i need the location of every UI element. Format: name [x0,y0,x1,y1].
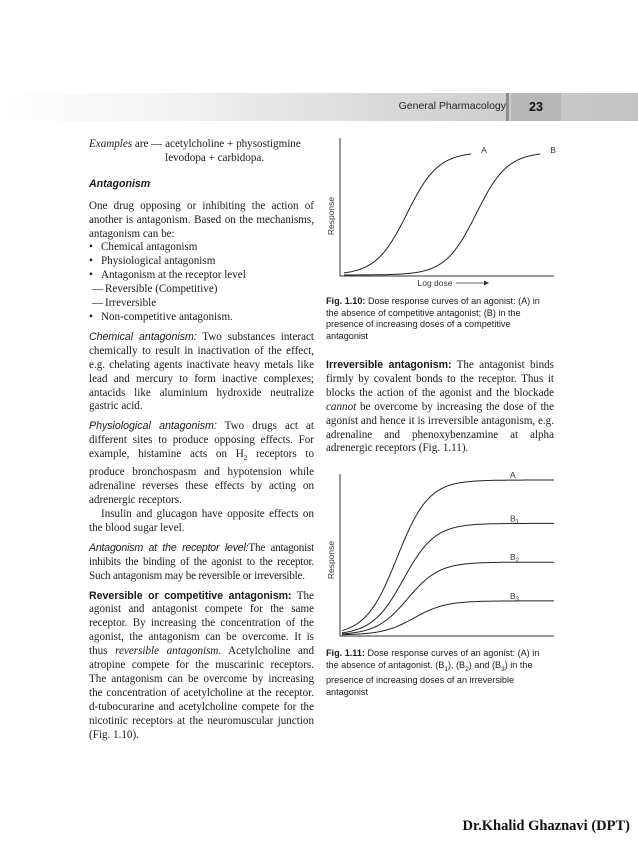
antagonism-types [89,241,314,324]
physiological-heading: Physiological antagonism: [89,420,217,433]
author-watermark: Dr.Khalid Ghaznavi (DPT) [462,818,630,834]
fig-1-10-xarrow-head [484,281,489,286]
example-1: acetylcholine + physostigmine [165,138,301,150]
example-2: levodopa + carbidopa. [165,151,265,164]
list-item: • Chemical antagonism [89,241,314,255]
fig111-label-b2: $B_2$ [510,552,520,565]
fig110-curve-a [344,154,471,273]
receptor-level-para: Antagonism at the receptor level:The antagonist inhibits the binding of the agonist to the receptor. Such antagonism may be reversible or irreversible. [89,541,314,582]
examples-are: are — [134,138,163,150]
reversible-antagonism-para: Reversible or competitive antagonism: The agonist and antagonist compete for the same receptor. By increasing the concentration of the agonist, the antagonism can be overcome. It is thus reversible antagonism. Acetylcholine and atropine compete for the muscarinic receptors. The antagonism can be overcome by increasing the concentration of acetylcholine at the receptor. d-tubocurarine and acetylcholine compete for the nicotinic receptors at the neuromuscular junction (Fig. 1.10). [89,589,314,741]
chemical-antagonism-para: Chemical antagonism: Two substances interact chemically to result in inactivation of the effect, e.g. chelating agents inactivate heavy metals like lead and mercury to form inactive complexes; antacids like aluminium hydroxide neutralize gastric acid. [89,330,315,413]
antagonism-intro: One drug opposing or inhibiting the action of another is antagonism. Based on the mechanisms, antagonism can be: [89,199,314,240]
irreversible-heading: Irreversible antagonism: [326,359,452,371]
fig-1-10-chart [322,134,558,292]
running-header: General Pharmacology [398,100,506,112]
fig-1-11-caption: Fig. 1.11: Dose response curves of an agonist: (A) in the absence of antagonist. $(B_1)$, $(B_2)$ and $(B_3)$ in the presence of increasing doses of an irreversible antagonist [326,648,540,697]
fig111-curve-a [342,480,554,631]
left-column [89,138,314,742]
page-number: 23 [511,93,561,121]
insulin-glucagon-para: Insulin and glucagon have opposite effects on the blood sugar level. [89,507,314,534]
fig-1-11-chart [322,470,558,642]
examples-lead: Examples [89,138,133,150]
examples-block [89,138,314,166]
antagonism-heading: Antagonism [89,177,151,190]
fig111-label-b3: $B_3$ [510,590,520,603]
list-item: • Antagonism at the receptor level [89,269,314,283]
fig111-label-b1: $B_1$ [510,513,520,526]
list-item: • Physiological antagonism [89,255,314,269]
fig111-label-a: A [510,470,516,480]
figure-1-11 [322,470,558,647]
fig-1-10-xlabel: Log dose [417,278,453,288]
reversible-heading: Reversible or competitive antagonism: [89,589,292,602]
fig-1-10-caption: Fig. 1.10: Dose response curves of an agonist: (A) in the absence of competitive antagonist; (B) in the presence of increasing doses of a competitive antagonist [326,296,540,341]
fig111-curve-b1 [342,523,554,632]
fig-1-10-ylabel: Response [326,196,336,236]
fig111-curve-b2 [342,562,554,634]
right-column [326,359,554,456]
fig110-label-a: A [481,145,487,155]
list-subitem: — Irreversible [89,297,314,311]
fig110-curve-b [344,154,540,275]
chemical-heading: Chemical antagonism: [89,330,197,343]
irreversible-antagonism-para: Irreversible antagonism: The antagonist binds firmly by covalent bonds to the receptor. Thus it blocks the action of the agonist and the blockade cannot be overcome by increasing the dose of the agonist and hence it is irreversible antagonism, e.g. adrenaline and phenoxybenzamine at alpha adrenergic receptors (Fig. 1.11). [326,359,554,455]
physiological-antagonism-para: Physiological antagonism: Two drugs act at different sites to produce opposing effects. For example, histamine acts on $H_2$ receptors to produce bronchospasm and hypotension while adrenaline reverses these effects by acting on adrenergic receptors. [89,420,314,507]
list-item: • Non-competitive antagonism. [89,311,314,325]
figure-1-10 [322,134,558,297]
receptor-level-heading: Antagonism at the receptor level: [89,541,249,554]
fig110-label-b: B [550,145,556,155]
list-subitem: — Reversible (Competitive) [89,283,314,297]
fig-1-11-ylabel: Response [326,540,336,580]
